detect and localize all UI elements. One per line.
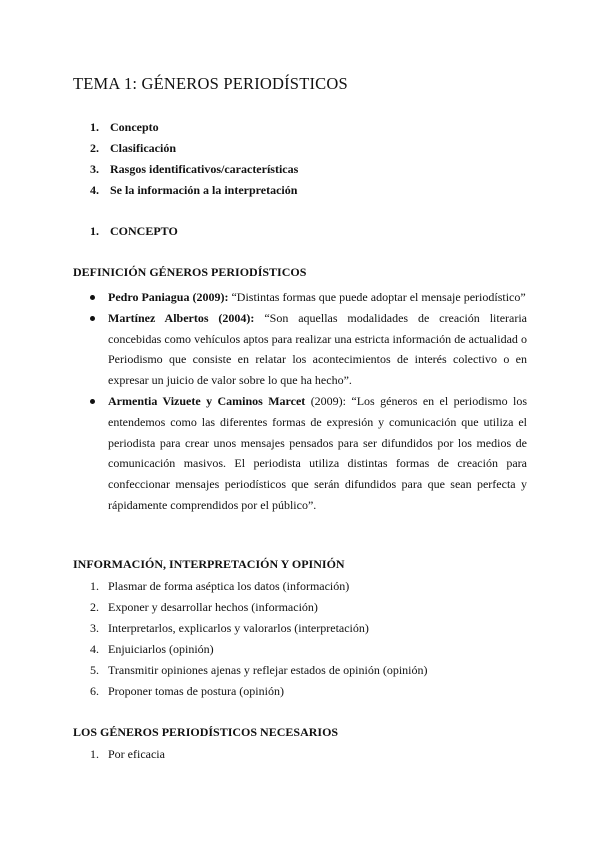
definitions-heading: DEFINICIÓN GÉNEROS PERIODÍSTICOS <box>73 265 307 279</box>
definition-text: “Son aquellas modalidades de creación literaria concebidas como vehículos aptos para realizar una estricta información de actualidad o Periodismo que consiste en relatar los acontecimientos de interés colectivo o en expresar un juicio de valor sobre lo que ha hecho”. <box>108 310 527 388</box>
info-section-heading: INFORMACIÓN, INTERPRETACIÓN Y OPINIÓN <box>73 557 345 571</box>
outline-label: Se la información a la interpretación <box>110 183 298 197</box>
definitions-list <box>90 287 527 516</box>
definition-item <box>90 287 527 308</box>
list-number: 6. <box>90 684 99 698</box>
list-item <box>90 747 165 768</box>
list-number: 4. <box>90 642 99 656</box>
list-label: Exponer y desarrollar hechos (información) <box>108 600 318 614</box>
definition-text: “Distintas formas que puede adoptar el mensaje periodístico” <box>228 290 526 304</box>
list-label: Proponer tomas de postura (opinión) <box>108 684 284 698</box>
outline-item <box>90 120 298 141</box>
list-label: Enjuiciarlos (opinión) <box>108 642 214 656</box>
definition-text: (2009): “Los géneros en el periodismo los entendemos como las diferentes formas de expresión y comunicación que utiliza el periodista para crear unos mensajes pensados para ser difundidos por los medios de comunicación masivos. El periodista utiliza distintas formas de creación para confeccionar mensajes periodísticos que serán difundidos para que sean perfecta y rápidamente comprendidos por el público”. <box>108 393 527 512</box>
info-function-list <box>90 579 428 705</box>
section-label: CONCEPTO <box>110 224 178 238</box>
necessary-section-heading: LOS GÉNEROS PERIODÍSTICOS NECESARIOS <box>73 725 339 739</box>
list-number: 1. <box>90 747 99 761</box>
definition-author: Armentia Vizuete y Caminos Marcet <box>108 393 306 408</box>
list-label: Interpretarlos, explicarlos y valorarlos (interpretación) <box>108 621 369 635</box>
necessary-genres-list <box>90 747 165 768</box>
definition-item <box>90 391 527 516</box>
list-number: 1. <box>90 579 99 593</box>
topic-outline <box>90 120 298 204</box>
definition-item <box>90 308 527 391</box>
page-title: TEMA 1: GÉNEROS PERIODÍSTICOS <box>73 74 348 93</box>
outline-number: 2. <box>90 141 99 155</box>
list-item <box>90 579 428 600</box>
list-number: 2. <box>90 600 99 614</box>
list-label: Plasmar de forma aséptica los datos (información) <box>108 579 350 593</box>
section-heading-concepto <box>90 224 178 239</box>
outline-label: Rasgos identificativos/características <box>110 162 299 176</box>
list-number: 3. <box>90 621 99 635</box>
outline-item <box>90 162 298 183</box>
outline-label: Clasificación <box>110 141 176 155</box>
list-item <box>90 600 428 621</box>
outline-item <box>90 141 298 162</box>
list-label: Por eficacia <box>108 747 165 761</box>
outline-number: 1. <box>90 120 99 134</box>
outline-number: 4. <box>90 183 99 197</box>
list-number: 5. <box>90 663 99 677</box>
list-item <box>90 642 428 663</box>
outline-item <box>90 183 298 204</box>
list-label: Transmitir opiniones ajenas y reflejar estados de opinión (opinión) <box>108 663 428 677</box>
list-item <box>90 621 428 642</box>
outline-label: Concepto <box>110 120 159 134</box>
outline-number: 3. <box>90 162 99 176</box>
list-item <box>90 663 428 684</box>
list-item <box>90 684 428 705</box>
section-number: 1. <box>90 224 99 238</box>
definition-author: Martínez Albertos (2004): <box>108 310 255 325</box>
definition-author: Pedro Paniagua (2009): <box>108 290 229 304</box>
